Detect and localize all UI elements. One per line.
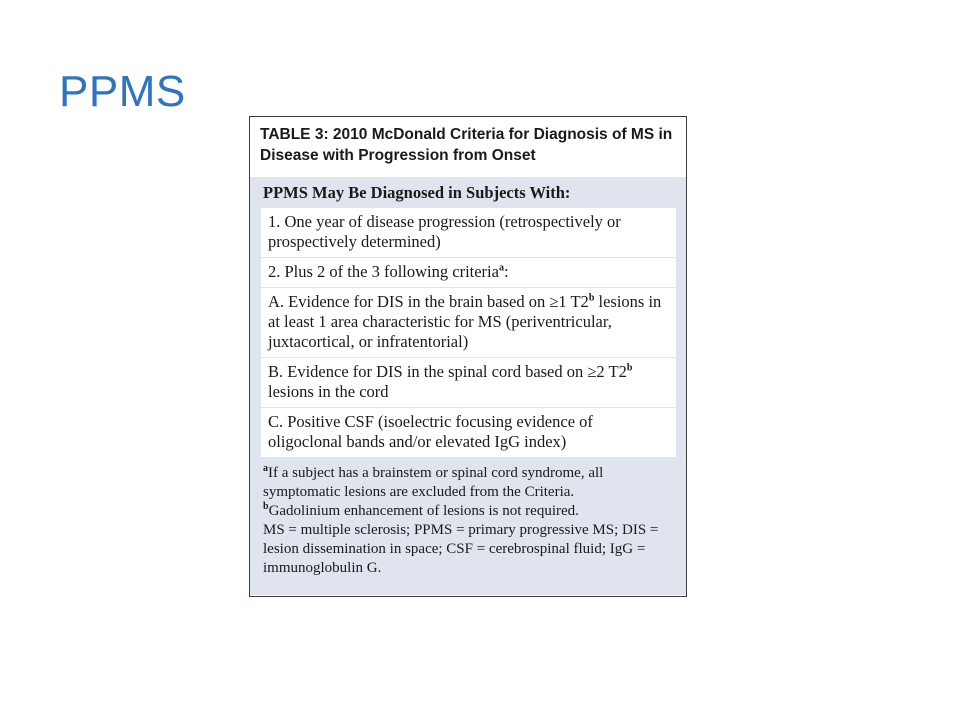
- criteria-rows: [261, 208, 676, 457]
- criteria-row-b-text: B. Evidence for DIS in the spinal cord based on ≥2 T2: [268, 362, 627, 381]
- criteria-row-a-text: A. Evidence for DIS in the brain based on ≥1 T2: [268, 292, 589, 311]
- table-footnotes: [261, 457, 676, 578]
- criteria-row-2-text: 2. Plus 2 of the 3 following criteria: [268, 262, 499, 281]
- criteria-row-1-text: 1. One year of disease progression (retrospectively or prospectively determined): [268, 212, 621, 251]
- footnote-a-mark: a: [263, 463, 268, 474]
- table-heading: TABLE 3: 2010 McDonald Criteria for Diagnosis of MS in Disease with Progression from Onset: [260, 126, 673, 164]
- criteria-row-b-tail: lesions in the cord: [268, 382, 389, 401]
- footnote-a: [263, 464, 674, 502]
- footnote-b-mark: b: [263, 501, 269, 512]
- criteria-row-1: [261, 208, 676, 258]
- abbreviations: MS = multiple sclerosis; PPMS = primary progressive MS; DIS = lesion dissemination in space; CSF = cerebrospinal fluid; IgG = immunoglobulin G.: [263, 522, 659, 576]
- criteria-row-c-text: C. Positive CSF (isoelectric focusing evidence of oligoclonal bands and/or elevated IgG index): [268, 412, 593, 451]
- criteria-row-a: [261, 288, 676, 358]
- footnote-marker-a: a: [498, 262, 504, 274]
- slide-title: PPMS: [59, 67, 186, 116]
- footnote-b: [263, 502, 674, 521]
- criteria-row-2: [261, 258, 676, 288]
- criteria-table: [249, 116, 687, 597]
- table-body: [250, 177, 686, 595]
- footnote-marker-b: b: [588, 292, 595, 304]
- criteria-row-b: [261, 358, 676, 408]
- footnote-b-text: Gadolinium enhancement of lesions is not required.: [268, 503, 579, 519]
- footnote-marker-b: b: [626, 362, 633, 374]
- criteria-row-c: [261, 408, 676, 457]
- footnote-a-text: If a subject has a brainstem or spinal cord syndrome, all symptomatic lesions are excluded from the Criteria.: [263, 465, 604, 500]
- criteria-row-a-tail: lesions in at least 1 area characteristic for MS (periventricular, juxtacortical, or infratentorial): [268, 292, 662, 351]
- section-heading: PPMS May Be Diagnosed in Subjects With:: [263, 183, 571, 202]
- criteria-row-2-tail: :: [503, 262, 509, 281]
